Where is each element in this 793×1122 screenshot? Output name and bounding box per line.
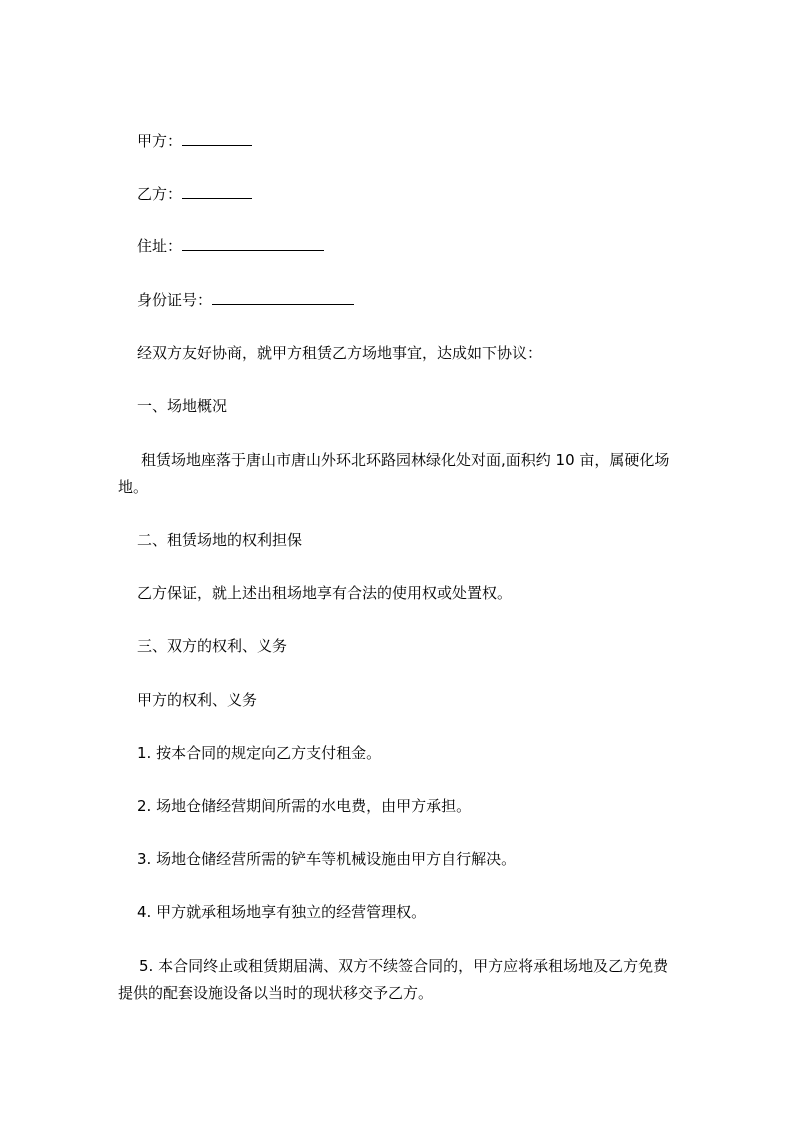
id-line <box>137 290 354 310</box>
party-b-label: 乙方： <box>137 185 183 203</box>
party-a-label: 甲方： <box>137 132 183 150</box>
party-a-rights-title: 甲方的权利、义务 <box>137 691 258 709</box>
id-label: 身份证号： <box>137 291 213 309</box>
party-a-blank[interactable] <box>182 131 252 146</box>
list-item-line1: 5. 本合同终止或租赁期届满、双方不续签合同的，甲方应将承租场地及乙方免费 <box>139 957 669 975</box>
list-item: 2. 场地仓储经营期间所需的水电费，由甲方承担。 <box>137 797 472 815</box>
section1-text-line2: 地。 <box>118 478 149 496</box>
section1-title: 一、场地概况 <box>137 397 228 415</box>
section1-text-line1: 租赁场地座落于唐山市唐山外环北环路园林绿化处对面,面积约 10 亩，属硬化场 <box>141 451 670 469</box>
party-a-line <box>137 131 252 151</box>
address-label: 住址： <box>137 237 183 255</box>
section2-title: 二、租赁场地的权利担保 <box>137 531 303 549</box>
section2-text: 乙方保证，就上述出租场地享有合法的使用权或处置权。 <box>137 584 513 602</box>
intro-text: 经双方友好协商，就甲方租赁乙方场地事宜，达成如下协议： <box>137 344 543 362</box>
list-item: 1. 按本合同的规定向乙方支付租金。 <box>137 744 382 762</box>
list-item-line2: 提供的配套设施设备以当时的现状移交予乙方。 <box>118 984 434 1002</box>
section3-title: 三、双方的权利、义务 <box>137 637 288 655</box>
id-blank[interactable] <box>212 290 354 305</box>
address-blank[interactable] <box>182 236 324 251</box>
list-item: 3. 场地仓储经营所需的铲车等机械设施由甲方自行解决。 <box>137 850 517 868</box>
party-b-blank[interactable] <box>182 184 252 199</box>
list-item: 4. 甲方就承租场地享有独立的经营管理权。 <box>137 903 427 921</box>
party-b-line <box>137 184 252 204</box>
address-line <box>137 236 324 256</box>
